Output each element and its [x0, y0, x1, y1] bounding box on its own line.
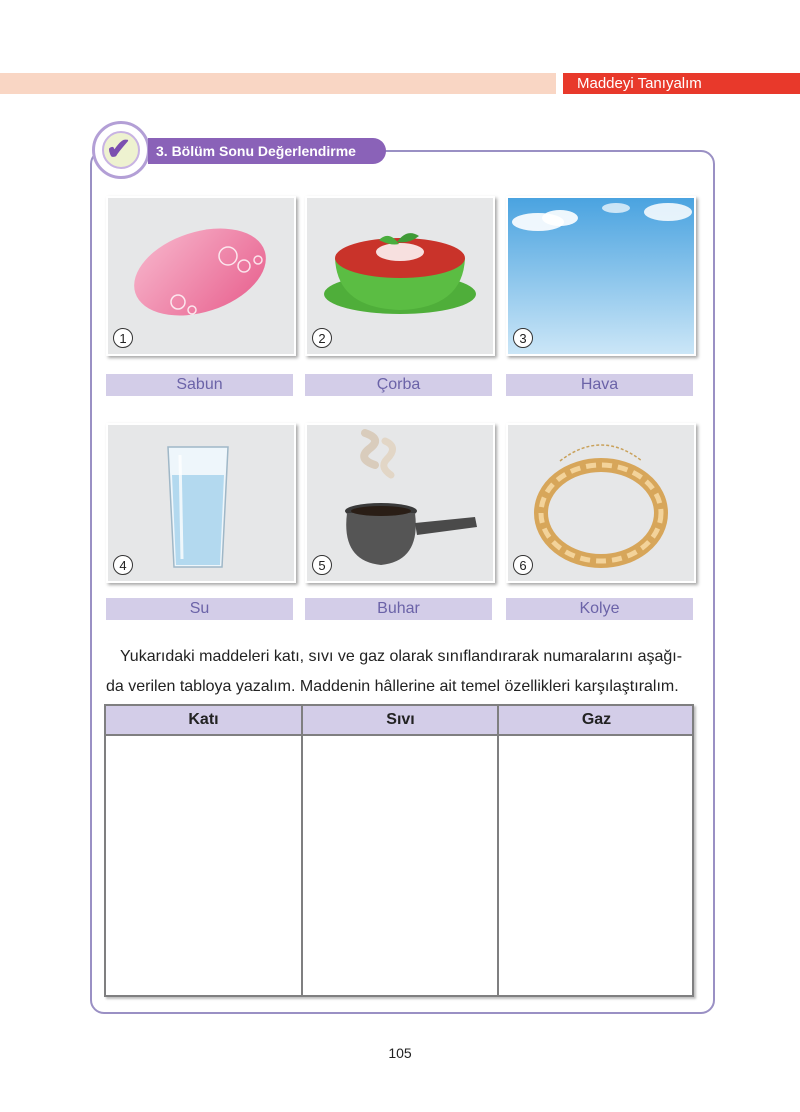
item-label-4: Su: [106, 598, 293, 620]
item-card-4: [106, 423, 296, 583]
item-number: 5: [312, 555, 332, 575]
steaming-pot-icon: [307, 425, 493, 581]
header-gaz: Gaz: [581, 711, 612, 728]
soap-icon: [108, 198, 294, 354]
header-sivi: Sıvı: [386, 711, 415, 728]
evaluation-badge: [92, 121, 150, 179]
soup-bowl-icon: [307, 198, 493, 354]
header-band: [0, 73, 556, 94]
classification-table: [104, 704, 694, 997]
item-number: 1: [113, 328, 133, 348]
cell-sivi[interactable]: [303, 736, 497, 995]
necklace-icon: [508, 425, 694, 581]
item-label-2: Çorba: [305, 374, 492, 396]
mascot-icon: [102, 131, 140, 169]
item-number: 6: [513, 555, 533, 575]
header-kati: Katı: [188, 711, 219, 728]
section-title: 3. Bölüm Sonu Değerlendirme: [148, 138, 386, 164]
sky-icon: [508, 198, 694, 354]
instructions: [106, 642, 698, 702]
item-label-1: Sabun: [106, 374, 293, 396]
item-number: 2: [312, 328, 332, 348]
check-icon: ✔: [106, 133, 132, 166]
instructions-line-2: da verilen tabloya yazalım. Maddenin hâllerine ait temel özellikleri karşılaştıralım.: [106, 678, 679, 695]
cell-kati[interactable]: [106, 736, 301, 995]
item-number: 4: [113, 555, 133, 575]
item-card-5: [305, 423, 495, 583]
instructions-line-1: Yukarıdaki maddeleri katı, sıvı ve gaz olarak sınıflandırarak numaralarını aşağı-: [120, 648, 683, 665]
item-number: 3: [513, 328, 533, 348]
item-label-6: Kolye: [506, 598, 693, 620]
item-card-1: [106, 196, 296, 356]
water-glass-icon: [108, 425, 294, 581]
cell-gaz[interactable]: [499, 736, 692, 995]
item-card-3: [506, 196, 696, 356]
item-label-5: Buhar: [305, 598, 492, 620]
table-header-row: [106, 706, 692, 736]
item-label-3: Hava: [506, 374, 693, 396]
item-card-6: [506, 423, 696, 583]
page-number: 105: [388, 1045, 412, 1061]
item-card-2: [305, 196, 495, 356]
chapter-title: Maddeyi Tanıyalım: [563, 73, 800, 94]
